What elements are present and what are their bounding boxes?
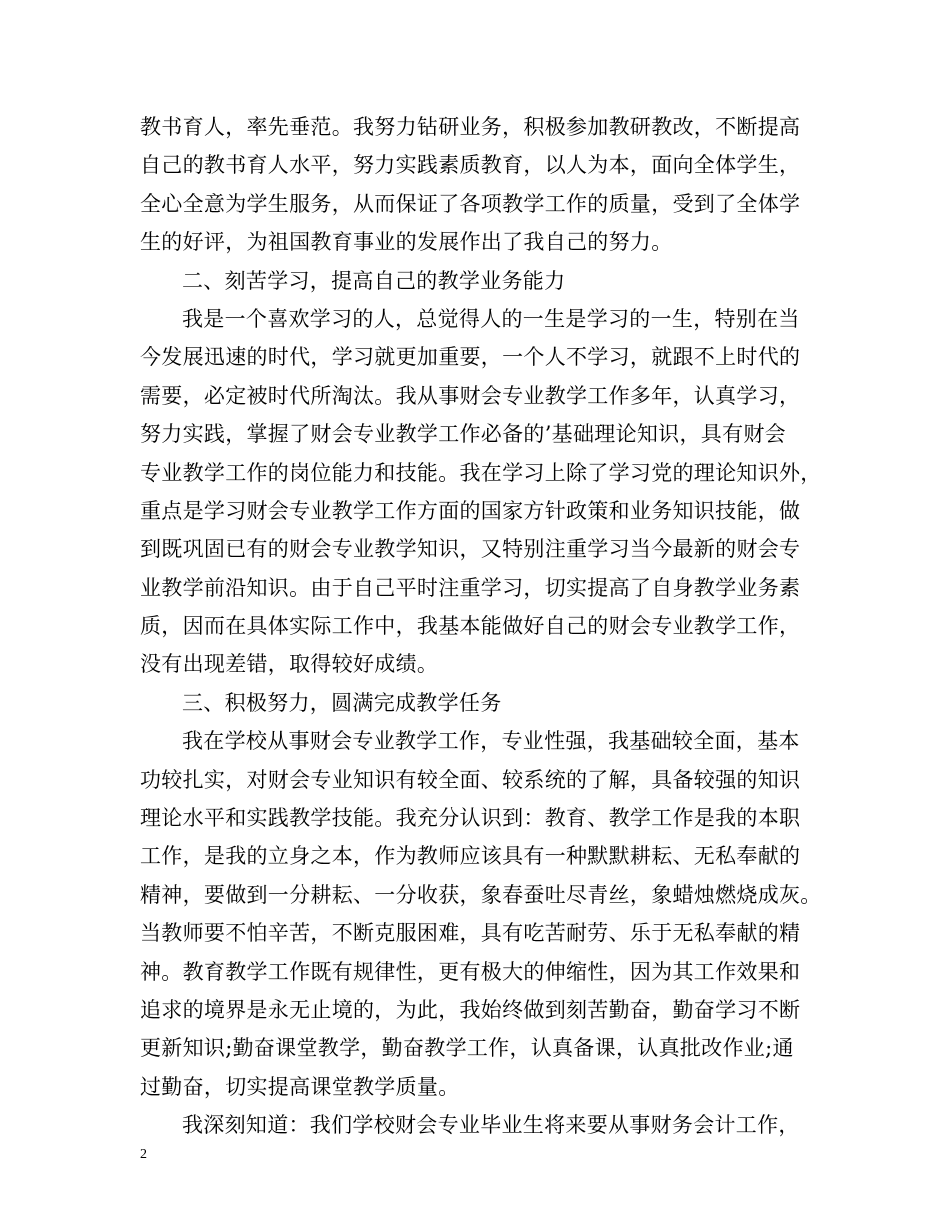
text-line: 我在学校从事财会专业教学工作，专业性强，我基础较全面，基本 bbox=[182, 729, 800, 754]
text-line: 过勤奋，切实提高课堂教学质量。 bbox=[140, 1074, 460, 1099]
text-line: 专业教学工作的岗位能力和技能。我在学习上除了学习党的理论知识外， bbox=[140, 460, 822, 485]
text-line: 到既巩固已有的财会专业教学知识，又特别注重学习当今最新的财会专 bbox=[140, 537, 801, 562]
text-line: 教书育人，率先垂范。我努力钻研业务，积极参加教研教改，不断提高 bbox=[140, 115, 801, 139]
text-line: 神。教育教学工作既有规律性，更有极大的伸缩性，因为其工作效果和 bbox=[140, 959, 801, 984]
text-line: 我深刻知道：我们学校财会专业毕业生将来要从事财务会计工作， bbox=[182, 1113, 800, 1138]
text-line: 当教师要不怕辛苦，不断克服困难，具有吃苦耐劳、乐于无私奉献的精 bbox=[140, 921, 801, 946]
text-line: 工作，是我的立身之本，作为教师应该具有一种默默耕耘、无私奉献的 bbox=[140, 844, 801, 869]
text-line: 更新知识;勤奋课堂教学，勤奋教学工作，认真备课，认真批改作业;通 bbox=[140, 1036, 794, 1061]
text-line: 我是一个喜欢学习的人，总觉得人的一生是学习的一生，特别在当 bbox=[182, 306, 800, 331]
text-line: 今发展迅速的时代，学习就更加重要，一个人不学习，就跟不上时代的 bbox=[140, 345, 801, 370]
text-line: 需要，必定被时代所淘汰。我从事财会专业教学工作多年，认真学习， bbox=[140, 383, 801, 408]
text-line: 努力实践，掌握了财会专业教学工作必备的’基础理论知识，具有财会 bbox=[140, 422, 786, 447]
text-line: 理论水平和实践教学技能。我充分认识到：教育、教学工作是我的本职 bbox=[140, 806, 801, 831]
text-line: 质，因而在具体实际工作中，我基本能做好自己的财会专业教学工作， bbox=[140, 614, 801, 639]
text-line: 生的好评，为祖国教育事业的发展作出了我自己的努力。 bbox=[140, 230, 673, 255]
text-line: 三、积极努力，圆满完成教学任务 bbox=[182, 690, 502, 715]
text-line: 业教学前沿知识。由于自己平时注重学习，切实提高了自身教学业务素 bbox=[140, 575, 801, 600]
text-line: 二、刻苦学习，提高自己的教学业务能力 bbox=[182, 268, 566, 293]
text-line: 精神，要做到一分耕耘、一分收获，象春蚕吐尽青丝，象蜡烛燃烧成灰。 bbox=[140, 882, 822, 907]
text-line: 重点是学习财会专业教学工作方面的国家方针政策和业务知识技能，做 bbox=[140, 498, 801, 523]
document-body bbox=[140, 108, 820, 1145]
page-number: 2 bbox=[140, 1147, 147, 1162]
text-line: 没有出现差错，取得较好成绩。 bbox=[140, 652, 439, 677]
text-line: 功较扎实，对财会专业知识有较全面、较系统的了解，具备较强的知识 bbox=[140, 767, 801, 792]
text-line: 追求的境界是永无止境的，为此，我始终做到刻苦勤奋，勤奋学习不断 bbox=[140, 997, 801, 1022]
text-line: 全心全意为学生服务，从而保证了各项教学工作的质量，受到了全体学 bbox=[140, 191, 801, 216]
text-line: 自己的教书育人水平，努力实践素质教育，以人为本，面向全体学生， bbox=[140, 153, 801, 178]
